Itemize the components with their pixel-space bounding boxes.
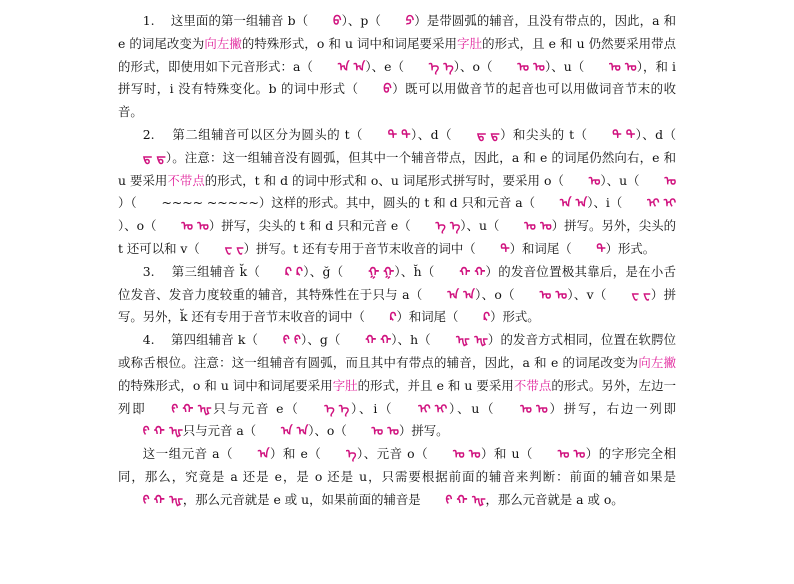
paragraph-number: 4. (142, 332, 172, 348)
text-run: ）、o（ (474, 286, 515, 302)
paragraph (118, 329, 676, 443)
text-run: ）、o（ (453, 58, 493, 74)
mongolian-letter-glyph: ᠤ ᠤ (520, 400, 548, 416)
mongolian-letter-glyph: ᠸ ᠸ (224, 240, 244, 256)
mongolian-letter-glyph: ᠣ ᠣ (453, 446, 481, 462)
text-run: ，那么元音就是 e 或 u，如果前面的辅音是 (182, 491, 421, 507)
text-run: ），和 i 拼写时，i 没有特殊变化。b 的词中形式（ (118, 58, 677, 97)
mongolian-letter-glyph: ᠻ ᠬ ᠾ (445, 491, 486, 507)
mongolian-letter-glyph: ᠺ (389, 309, 397, 325)
mongolian-letter-glyph: ᠳ ᠳ (476, 126, 500, 142)
mongolian-letter-glyph: ᠬ ᠬ (459, 263, 486, 279)
paragraph (118, 124, 676, 261)
text-run: ）拼写。另外，k̆ 还有专用于音节末收音的词中（ (118, 286, 677, 325)
mongolian-letter-glyph: ᠣ ᠣ (181, 218, 209, 234)
text-run: ）和 e（ (269, 446, 322, 462)
mongolian-letter-glyph: ᠣ ᠣ (539, 286, 568, 302)
script-sample: ~~~~ ~~~~~ (161, 195, 259, 211)
text-run: ）和词尾（ (396, 309, 459, 325)
mongolian-letter-glyph: ᠫ (405, 13, 415, 28)
text-run: ）、元音 o（ (356, 446, 429, 462)
text-run: ）和尖头的 t（ (499, 126, 588, 142)
text-run: ）。注意：这一组辅音没有圆弧，但其中一个辅音带点，因此，a 和 e 的词尾仍然向右，e 和 u 要采用 (118, 149, 676, 188)
paragraph (118, 443, 676, 511)
text-run: ）、p（ (341, 13, 381, 28)
text-run: ）、h（ (391, 332, 431, 348)
mongolian-letter-glyph: ᠡ ᠡ (435, 218, 461, 234)
paragraph-number: 3. (142, 263, 172, 279)
text-run: ）、i（ (587, 195, 623, 211)
mongolian-letter-glyph: ᠻ ᠬ ᠾ (171, 400, 212, 416)
mongolian-letter-glyph: ᠠ ᠠ (559, 195, 588, 211)
paragraph (118, 261, 676, 329)
mongolian-letter-glyph: ᠠ ᠠ (337, 58, 366, 74)
mongolian-letter-glyph: ᠲ ᠲ (387, 126, 411, 142)
text-run: ）这样的形式。其中，圆头的 t 和 d 只和元音 a（ (258, 195, 536, 211)
highlight-term: 字肚 (332, 377, 358, 393)
text-run: ）的字形完全相同，那么，究竟是 a 还是 e，是 o 还是 u，只需要根据前面的辅音来判断：前面的辅音如果是 (118, 446, 677, 484)
text-run: ）是带圆弧的辅音，且没有带点的，因此，a 和 e 的词尾改变为 (118, 13, 677, 51)
mongolian-letter-glyph: ᠪ (383, 81, 392, 97)
text-run: ）拼写，尖头的 t 和 d 只和元音 e（ (208, 218, 411, 234)
text-run: 只与元音 e（ (211, 400, 300, 416)
text-run: 的形式，t 和 d 的词中形式和 o、u 词尾形式拼写时，要采用 o（ (204, 172, 564, 188)
mongolian-letter-glyph: ᠡ ᠡ (324, 400, 350, 416)
text-run: ）拼写，右边一列即 (547, 400, 677, 416)
text-run: ）形式。 (605, 240, 656, 256)
mongolian-letter-glyph: ᠢ ᠢ (647, 195, 676, 211)
text-run: 这一组元音 a（ (142, 446, 234, 462)
mongolian-letter-glyph: ᠤ ᠤ (557, 446, 586, 462)
text-run: ）（ (118, 195, 137, 211)
mongolian-letter-glyph: ᠣ (588, 172, 601, 188)
mongolian-letter-glyph: ᠡ ᠡ (428, 58, 454, 74)
mongolian-letter-glyph: ᠾ ᠾ (455, 332, 488, 348)
text-run: ）、g（ (300, 332, 341, 348)
mongolian-letter-glyph: ᠬ ᠬ (365, 332, 392, 348)
text-run: 的特殊形式，o 和 u 词中和词尾要采用 (241, 35, 458, 51)
text-run: 的形式，并且 e 和 u 要采用 (357, 377, 514, 393)
text-run: ）的发音位置极其靠后，是在小舌位发音、发音力度较重的辅音，其特殊性在于只与 a（ (118, 263, 677, 302)
paragraph-number: 1. (142, 13, 171, 28)
text-run: ，那么元音就是 a 或 o。 (485, 491, 624, 507)
mongolian-letter-glyph: ᠠ (257, 446, 270, 462)
mongolian-letter-glyph: ᠺ ᠺ (284, 263, 303, 279)
text-run: ）拼写。 (398, 423, 449, 439)
text-run: 第四组辅音 k（ (171, 332, 259, 348)
mongolian-letter-glyph: ᠻ ᠻ (282, 332, 301, 348)
text-run: 这里面的第一组辅音 b（ (170, 13, 309, 28)
text-run: ）和词尾（ (509, 240, 572, 256)
mongolian-letter-glyph: ᠭ ᠭ (368, 263, 395, 279)
text-run: ）既可以用做音节的起音也可以用做词音节末的收音。 (118, 81, 676, 120)
paragraph-number: 2. (142, 126, 173, 142)
text-run: ）、u（ (460, 218, 500, 234)
mongolian-letter-glyph: ᠤ ᠤ (609, 58, 637, 74)
text-run: 第二组辅音可以区分为圆头的 t（ (172, 126, 363, 142)
text-run: 只与元音 a（ (182, 423, 257, 439)
highlight-term: 不带点 (167, 172, 205, 188)
text-run: ）、o（ (308, 423, 347, 439)
mongolian-letter-glyph: ᠣ ᠣ (517, 58, 545, 74)
text-run: 的形式。另外，左边一列即 (118, 377, 677, 416)
text-run: ）拼写。另外，尖头的 t 还可以和 v（ (118, 218, 677, 256)
mongolian-letter-glyph: ᠢ ᠢ (418, 400, 448, 416)
mongolian-letter-glyph: ᠻ ᠬ ᠾ (142, 491, 183, 507)
text-run: ）形式。 (490, 309, 540, 325)
mongolian-letter-glyph: ᠤ ᠤ (524, 218, 552, 234)
text-run: ）和 u（ (480, 446, 533, 462)
mongolian-letter-glyph: ᠡ (346, 446, 357, 462)
mongolian-letter-glyph: ᠻ ᠬ ᠾ (142, 423, 183, 439)
text-run: ）、e（ (365, 58, 405, 74)
text-run: ）、u（ (544, 58, 585, 74)
mongolian-letter-glyph: ᠠ ᠠ (280, 423, 309, 439)
mongolian-letter-glyph: ᠺ (483, 309, 491, 325)
highlight-term: 字肚 (457, 35, 483, 51)
mongolian-letter-glyph: ᠳ ᠳ (142, 149, 166, 165)
mongolian-letter-glyph: ᠲ (596, 240, 606, 256)
text-run: ）的发音方式相同，位置在软腭位或称舌根位。注意：这一组辅音有圆弧，而且其中有带点的辅音，因此，a 和 e 的词尾改变为 (118, 332, 677, 370)
text-run: 第三组辅音 k̆（ (171, 263, 261, 279)
mongolian-letter-glyph: ᠪ (333, 13, 342, 28)
text-run: ）、d（ (410, 126, 452, 142)
text-run: ）、ğ（ (302, 263, 344, 279)
mongolian-letter-glyph: ᠲ (500, 240, 510, 256)
document-page (118, 10, 676, 512)
text-run: 的形式，且 e 和 u 仍然要采用带点的形式，即使用如下元音形式：a（ (118, 35, 677, 74)
highlight-term: 向左撇 (638, 354, 677, 370)
text-run: ）、h̆（ (394, 263, 435, 279)
text-run: ）、u（ (447, 400, 496, 416)
text-run: ）、v（ (567, 286, 607, 302)
text-run: ）、u（ (600, 172, 640, 188)
mongolian-letter-glyph: ᠸ ᠸ (631, 286, 651, 302)
mongolian-letter-glyph: ᠣ ᠣ (371, 423, 399, 439)
mongolian-letter-glyph: ᠠ ᠠ (447, 286, 475, 302)
text-run: ）、o（ (118, 218, 157, 234)
highlight-term: 向左撇 (204, 35, 242, 51)
highlight-term: 不带点 (513, 377, 552, 393)
text-run: ）、d（ (635, 126, 677, 142)
paragraph (118, 10, 676, 124)
text-run: ）拼写。t 还有专用于音节末收音的词中（ (243, 240, 476, 256)
text-run: 的特殊形式，o 和 u 词中和词尾要采用 (118, 377, 333, 393)
mongolian-letter-glyph: ᠲ ᠲ (612, 126, 636, 142)
mongolian-letter-glyph: ᠤ (664, 172, 677, 188)
text-run: ）、i（ (349, 400, 394, 416)
